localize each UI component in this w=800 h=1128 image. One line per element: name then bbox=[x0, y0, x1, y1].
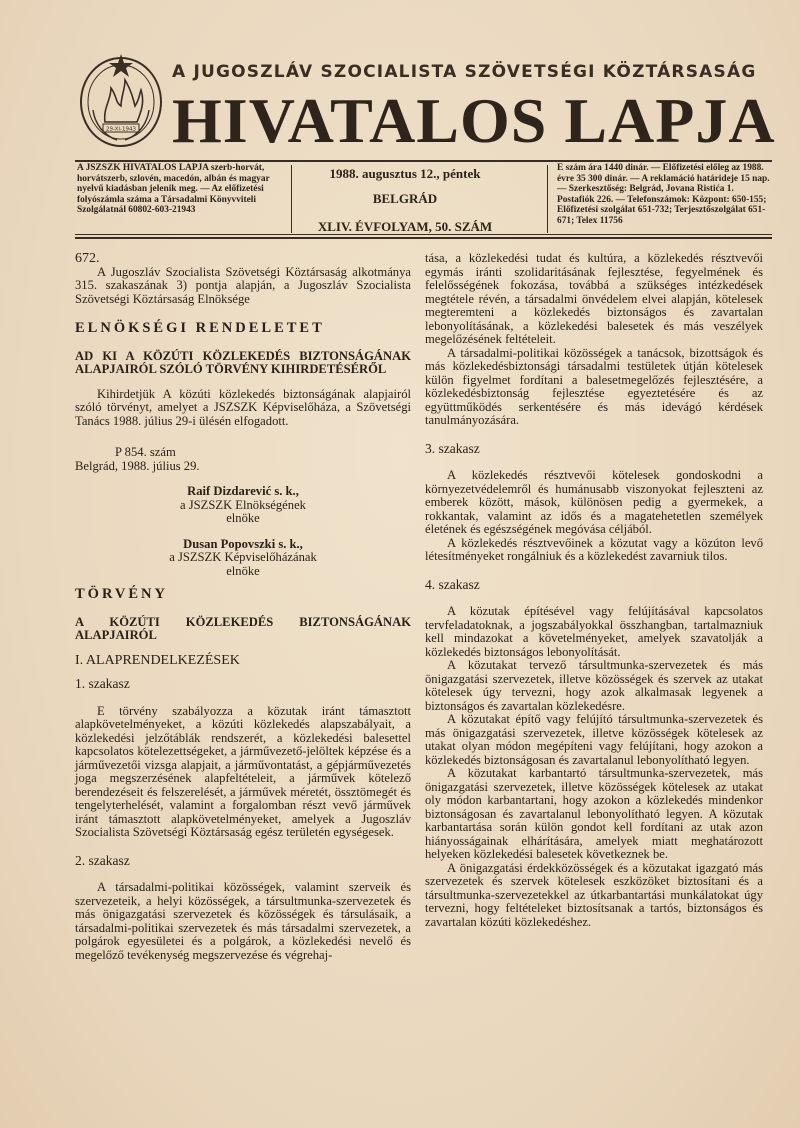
law-title: A KÖZÚTI KÖZLEKEDÉS BIZTONSÁGÁNAK ALAPJAIRÓL bbox=[75, 614, 411, 642]
issue-date: 1988. augusztus 12., péntek bbox=[329, 166, 481, 181]
decree-subheading: AD KI A KÖZÚTI KÖZLEKEDÉS BIZTONSÁGÁNAK ALAPJAIRÓL SZÓLÓ TÖRVÉNY KIHIRDETÉSÉRŐL bbox=[75, 348, 411, 376]
section-heading: 3. szakasz bbox=[425, 440, 480, 456]
column-right bbox=[425, 252, 763, 929]
section-heading: 2. szakasz bbox=[75, 852, 130, 868]
signatory-role: elnöke bbox=[226, 511, 260, 525]
signatory-role: a JSZSZK Elnökségének bbox=[180, 497, 306, 512]
signatory-role: elnöke bbox=[226, 563, 260, 578]
law-heading: TÖRVÉNY bbox=[75, 586, 168, 602]
info-bar bbox=[75, 163, 772, 234]
preamble: A Jugoszláv Szocialista Szövetségi Köztársaság alkotmánya 315. szakaszának 3) pontja alapján, a Jugoszláv Szocialista Szövetségi Köztársaság Elnöksége bbox=[75, 264, 411, 306]
issue-volume: XLIV. ÉVFOLYAM, 50. SZÁM bbox=[317, 219, 493, 234]
info-divider bbox=[291, 165, 292, 233]
signatory-role: a JSZSZK Képviselőházának bbox=[169, 550, 317, 564]
signature-2 bbox=[75, 538, 411, 579]
section-heading: 1. szakasz bbox=[75, 676, 130, 691]
issue-city: BELGRÁD bbox=[372, 191, 438, 206]
signatory-name: Raif Dizdarević s. k., bbox=[187, 484, 299, 498]
paragraph: E törvény szabályozza a közutak iránt támasztott alapkövetelményeket, a közúti közlekedés alapszabályait, a közlekedési jelzőtáblák rendszerét, a közlekedési balesettel kapcsolatos kötelezettségeket, a járművezető-jelöltek képzése és a járművezetői vizsga alapjait, a járművontatást, a gépjárművezetés joga megszerzésének alapfeltételeit, a járművek kötelező berendezéseit és felszerelését, a járművek méretét, össztömegét és tengelyterhelését, valamint a forgalomban részt vevő járművek iránt támasztott alapkövetelményeket, amelyek a Jugoszláv Szocialista Szövetségi Köztársaság egész területén egységesek. bbox=[75, 703, 411, 839]
masthead-title: HIVATALOS LAPJA bbox=[172, 85, 776, 156]
paragraph: A társadalmi-politikai közösségek, valamint szerveik és szervezeteik, a helyi közösségek, a társultmunka-szervezetek és más önigazgatási szervezetek és közösségek és társulásaik, a társadalmi-politikai szervezetek és más társadalmi szervezetek, a polgárok egyesületei és a polgárok, a közlekedési nevelő és megelőző tevékenység megszervezése és végrehaj- bbox=[75, 880, 411, 962]
paragraph: A közlekedés résztvevői kötelesek gondoskodni a környezetvédelemről és humánusabb viszonyokat fejleszteni az emberek között, mások, különösen pedig a gyermekek, a rokkantak, valamint az idős és a magatehetetlen személyek életének és egészségének megóvása céljából. bbox=[425, 468, 763, 536]
info-issue bbox=[295, 163, 515, 234]
paragraph: tása, a közlekedési tudat és kultúra, a közlekedés résztvevői egymás iránti szolidaritásának fejlesztése, fegyelmének és felelősségének fokozása, továbbá a szükséges intézkedések megtétele révén, a társadalmi önvédelem elvei alapján, kötelesek megteremteni a közlekedés biztonságos és zavartalan lebonyolításának, a közlekedési balesetek és más veszélyek megelőzésének feltételeit. bbox=[425, 251, 763, 346]
paragraph: A közutakat tervező társultmunka-szervezetek és más önigazgatási szervezetek, illetve közösségek és szervek az utakat kötelesek úgy tervezni, hogy azok alkalmasak legyenek a biztonságos és zavartalan közlekedésre. bbox=[425, 658, 763, 713]
svg-text:29-XI-1943: 29-XI-1943 bbox=[105, 126, 137, 133]
signatory-name: Dusan Popovszki s. k., bbox=[183, 536, 303, 551]
paragraph: A közutakat építő vagy felújító társultmunka-szervezetek és más önigazgatási szervezetek, illetve közösségek kötelesek az utakat olyan módon megépíteni vagy felújítani, hogy azokon a közlekedés biztonságosan és zavartalanul lebonyolítható legyen. bbox=[425, 712, 763, 767]
signature-1 bbox=[75, 485, 411, 526]
masthead-rule-bottom bbox=[75, 234, 772, 235]
paragraph: A önigazgatási érdekközösségek és a közutakat igazgató más szervezetek és szervek kötelesek eszközöket biztosítani és a társultmunka-szervezetekkel az útkarbantartási munkálatokat úgy tervezni, hogy feltételeket biztosítsanak a tartós, biztonságos és zavartalan közúti közlekedéshez. bbox=[425, 860, 763, 929]
paragraph: A társadalmi-politikai közösségek a tanácsok, bizottságok és más közlekedésbiztonsági társadalmi testületek útján kötelesek külön figyelmet fordítani a balesetmegelőzés fejlesztésére, a közlekedésbiztonság fejlesztése egyeztetésére és az együttműködés serkentésére és más idevágó kérdések tanulmányozására. bbox=[425, 345, 763, 427]
masthead-supertitle: A JUGOSZLÁV SZOCIALISTA SZÖVETSÉGI KÖZTÁRSASÁG bbox=[172, 62, 757, 82]
reference-place-date: Belgrád, 1988. július 29. bbox=[75, 458, 200, 473]
decree-text: Kihirdetjük A közúti közlekedés biztonságának alapjairól szóló törvényt, amelyet a JSZSZK Képviselőháza, a Szövetségi Tanács 1988. július 29-i ülésén elfogadott. bbox=[75, 386, 411, 428]
act-number: 672. bbox=[75, 251, 100, 266]
paragraph: A közlekedés résztvevőinek a közutat vagy a közúton levő létesítményeket rongálniuk és a közlekedést zavarniuk tilos. bbox=[425, 535, 763, 563]
reference-number: P 854. szám bbox=[115, 445, 176, 459]
masthead-rule-top bbox=[75, 160, 772, 162]
state-emblem-icon bbox=[75, 50, 167, 150]
info-price-contact: E szám ára 1440 dinár. — Előfizetési előleg az 1988. évre 35 300 dinár. — A reklamáció határideje 15 nap. — Szerkesztőség: Belgrád, Jovana Ristića 1. Postafiók 226. — Telefonszámok: Központ: 650-155; Előfizetési szolgálat 651-732; Terjesztőszolgálat 651-671; Telex 11756 bbox=[557, 163, 770, 226]
masthead-rule-bottom-double bbox=[75, 237, 772, 239]
part-heading: I. ALAPRENDELKEZÉSEK bbox=[75, 652, 240, 668]
info-divider bbox=[547, 165, 548, 233]
section-heading: 4. szakasz bbox=[425, 576, 480, 592]
decree-heading: ELNÖKSÉGI RENDELETET bbox=[75, 320, 325, 336]
info-publication-note: A JSZSZK HIVATALOS LAPJA szerb-horvát, horvátszerb, szlovén, macedón, albán és magyar nyelvű kiadásban jelenik meg. — Az előfizetési folyószámla száma a Társadalmi Könyvviteli Szolgálatnál 60802-603-21943 bbox=[77, 163, 270, 216]
column-left bbox=[75, 252, 411, 962]
paragraph: A közutak építésével vagy felújításával kapcsolatos tervfeladatoknak, a jogszabályokkal összhangban, tartalmazniuk kell mindazokat a követelményeket, amelyek szavatolják a közlekedés biztonságos lebonyolítását. bbox=[425, 604, 763, 659]
paragraph: A közutakat karbantartó társultmunka-szervezetek, más önigazgatási szervezetek, illetve közösségek kötelesek az utakat oly módon karbantartani, hogy azokon a közlekedés mindenkor biztonságosan és zavartalanul lebonyolítható legyen. A közutak karbantartása során külön gondot kell fordítani az utak azon hiányosságainak elhárítására, amelyek miatt meghatározott helyeken közlekedési balesetek következnek be. bbox=[425, 766, 763, 861]
